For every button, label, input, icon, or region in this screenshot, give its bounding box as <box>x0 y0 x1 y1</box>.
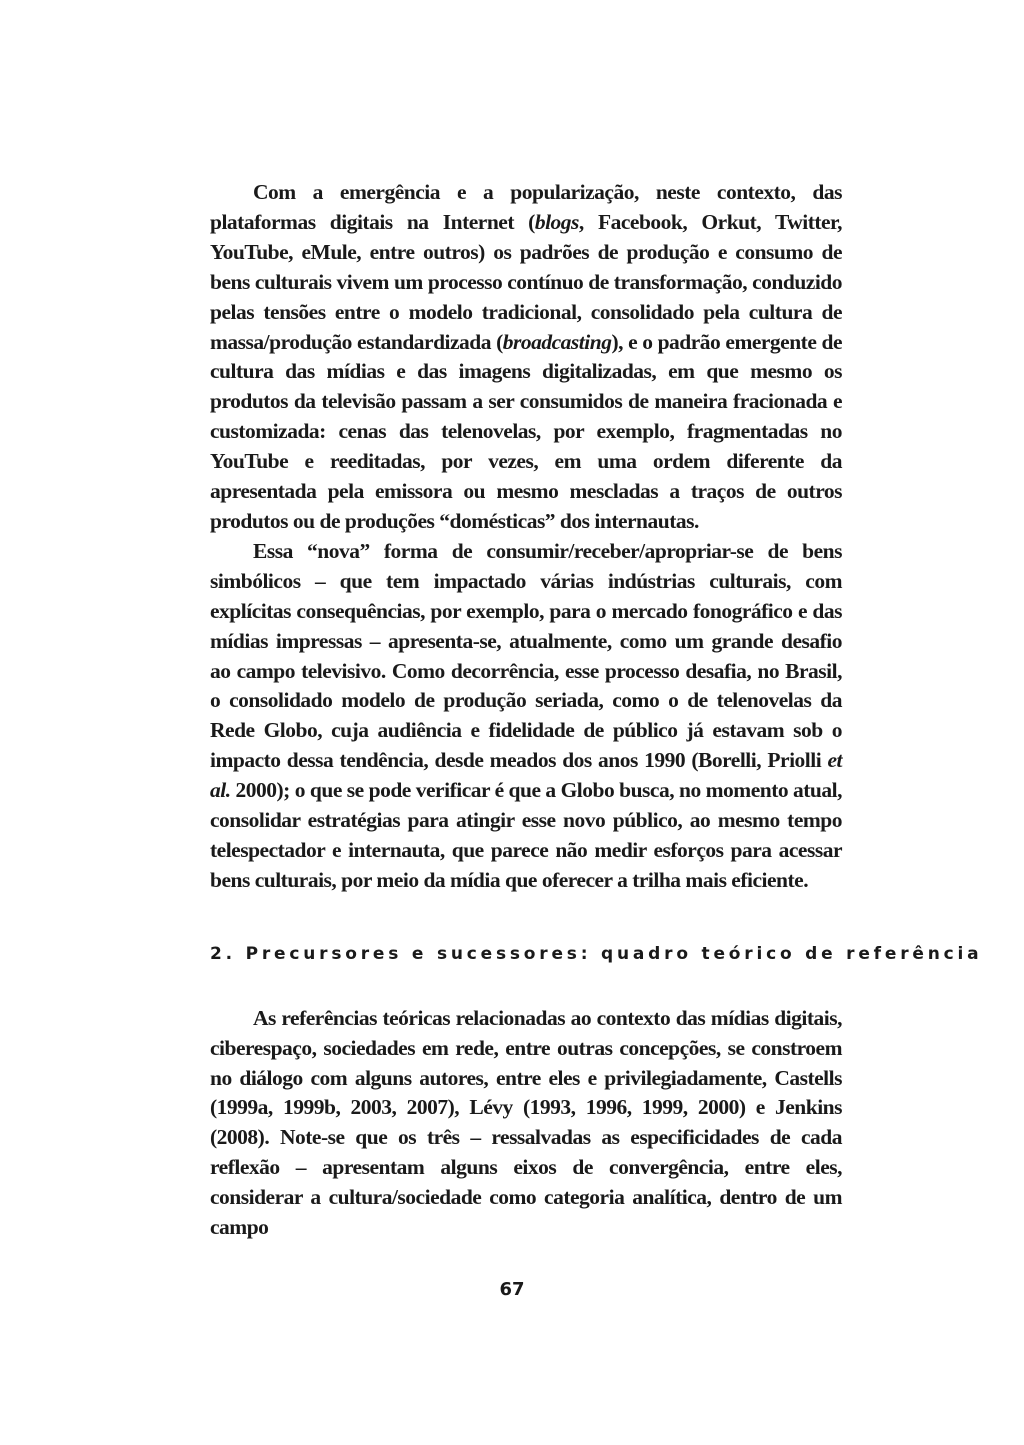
page-number: 67 <box>499 1279 525 1300</box>
paragraph-1-text-e: ), e o padrão emergente de cultura das mídias e das imagens digitalizadas, em que mesmo os produtos da televisão passam a ser consumidos de maneira fracionada e customizada: cenas das telenovelas, por exemplo, fragmentadas no YouTube e reeditadas, por vezes, em uma ordem diferente da apresentada pela emissora ou mesmo mescladas a traços de outros produtos ou de produções “domésticas” dos internautas. <box>210 329 842 533</box>
paragraph-3: As referências teóricas relacionadas ao contexto das mídias digitais, ciberespaço, sociedades em rede, entre outras concepções, se constroem no diálogo com alguns autores, entre eles e privilegiadamente, Castells (1999a, 1999b, 2003, 2007), Lévy (1993, 1996, 1999, 2000) e Jenkins (2008). Note-se que os três – ressalvadas as especificidades de cada reflexão – apresentam alguns eixos de convergência, entre eles, considerar a cultura/sociedade como categoria analítica, dentro de um campo <box>210 1005 842 1240</box>
paragraph-2-italic-et-al: et al. <box>210 748 842 803</box>
paragraph-1-text-a: Com a emergência e a popularização, neste contexto, das plataformas digitais na Internet ( <box>210 180 842 234</box>
page-body <box>210 178 983 1243</box>
paragraph-2-text-c: 2000); o que se pode verificar é que a Globo busca, no momento atual, consolidar estratégias para atingir esse novo público, ao mesmo tempo telespectador e internauta, que parece não medir esforços para acessar bens culturais, por meio da mídia que oferecer a trilha mais eficiente. <box>210 778 842 892</box>
paragraph-1-italic-blogs: blogs <box>534 209 579 234</box>
paragraph-2 <box>210 537 842 896</box>
paragraph-1 <box>210 178 842 537</box>
paragraph-1-text-c: , Facebook, Orkut, Twitter, YouTube, eMule, entre outros) os padrões de produção e consumo de bens culturais vivem um processo contínuo de transformação, conduzido pelas tensões entre o modelo tradicional, consolidado pela cultura de massa/produção estandardizada ( <box>210 209 842 354</box>
paragraph-2-text-a: Essa “nova” forma de consumir/receber/apropriar-se de bens simbólicos – que tem impactado várias indústrias culturais, com explícitas consequências, por exemplo, para o mercado fonográfico e das mídias impressas – apresenta-se, atualmente, como um grande desafio ao campo televisivo. Como decorrência, esse processo desafia, no Brasil, o consolidado modelo de produção seriada, como o de telenovelas da Rede Globo, cuja audiência e fidelidade de público já estavam sob o impacto dessa tendência, desde meados dos anos 1990 (Borelli, Priolli <box>210 538 842 773</box>
section-heading: 2. Precursores e sucessores: quadro teórico de referência <box>210 943 983 964</box>
paragraph-1-italic-broadcasting: broadcasting <box>502 329 612 354</box>
